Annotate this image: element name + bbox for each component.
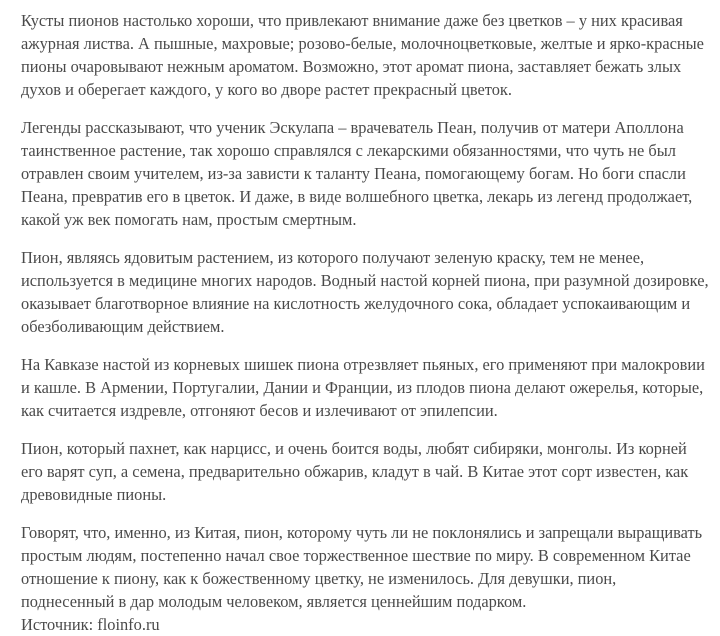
paragraph-medicine: Пион, являясь ядовитым растением, из которого получают зеленую краску, тем не менее, используется в медицине многих народов. Водный настой корней пиона, при разумной дозировке, оказывает благотворное влияние на кислотность желудочного сока, обладает успокаивающим и обезболивающим действием. [21,248,709,336]
paragraph-china [21,521,712,636]
paragraph-intro: Кусты пионов настолько хороши, что привлекают внимание даже без цветков – у них красивая ажурная листва. А пышные, махровые; розово-белые, молочноцветковые, желтые и ярко-красные пионы очаровывают нежным ароматом. Возможно, этот аромат пиона, заставляет бежать злых духов и оберегает каждого, у кого во дворе растет прекрасный цветок. [21,11,704,99]
paragraph-legend: Легенды рассказывают, что ученик Эскулапа – врачеватель Пеан, получив от матери Аполлона таинственное растение, так хорошо справлялся с лекарскими обязанностями, что чуть не был отравлен своим учителем, из-за зависти к таланту Пеана, помогающему богам. Но боги спасли Пеана, превратив его в цветок. И даже, в виде волшебного цветка, лекарь из легенд продолжает, какой уж век помогать нам, простым смертным. [21,118,693,229]
source-credit: Источник: floinfo.ru [21,615,160,634]
paragraph-caucasus: На Кавказе настой из корневых шишек пиона отрезвляет пьяных, его применяют при малокровии и кашле. В Армении, Португалии, Дании и Франции, из плодов пиона делают ожерелья, которые, как считается издревле, отгоняют бесов и излечивают от эпилепсии. [21,355,705,420]
paragraph-china-text: Говорят, что, именно, из Китая, пион, которому чуть ли не поклонялись и запрещали выращивать простым людям, постепенно начал свое торжественное шествие по миру. В современном Китае отношение к пиону, как к божественному цветку, не изменилось. Для девушки, пион, поднесенный в дар молодым человеком, является ценнейшим подарком. [21,523,703,611]
paragraph-siberia: Пион, который пахнет, как нарцисс, и очень боится воды, любят сибиряки, монголы. Из корней его варят суп, а семена, предварительно обжарив, кладут в чай. В Китае этот сорт известен, как древовидные пионы. [21,439,689,504]
